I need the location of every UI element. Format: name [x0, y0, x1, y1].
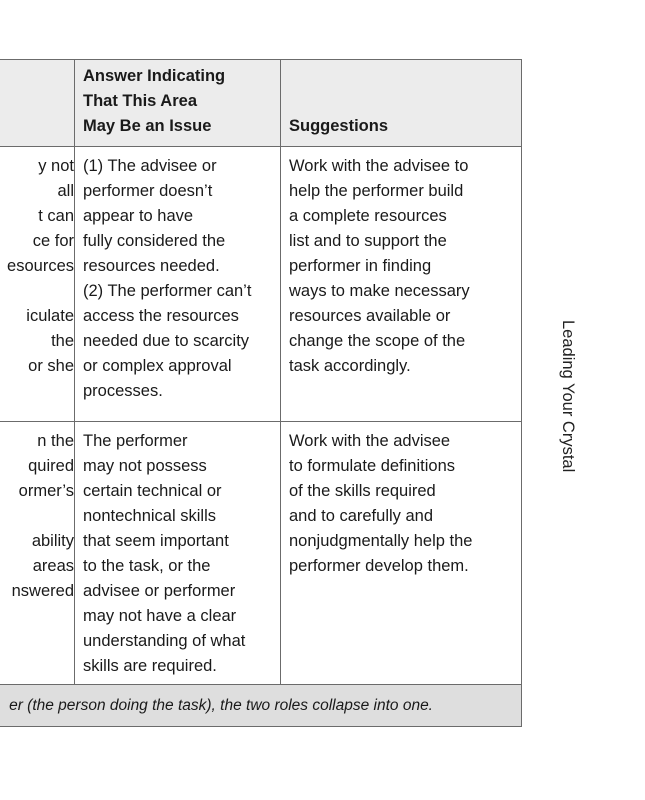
- row2-answer: The performer may not possess certain technical or nontechnical skills that seem important to the task, or the advisee or performer may not have a clear understanding of what skills are required.: [75, 422, 281, 685]
- table-footnote-row: [0, 685, 522, 727]
- footnote-text: er (the person doing the task), the two roles collapse into one.: [9, 697, 433, 714]
- running-head-text: Leading Your Crystal: [559, 320, 577, 473]
- table-row: [0, 147, 522, 422]
- row2-col1: n the quired ormer’s ability areas nswered: [0, 422, 75, 685]
- running-head: [553, 320, 577, 485]
- header-col1: [0, 60, 75, 147]
- row1-answer: (1) The advisee or performer doesn’t appear to have fully considered the resources needed. (2) The performer can’t access the resources needed due to scarcity or complex approval processes.: [75, 147, 281, 422]
- header-line: That This Area: [83, 92, 197, 110]
- row1-col1: y not all t can ce for esources iculate the or she: [0, 147, 75, 422]
- header-answer-indicating: [75, 60, 281, 147]
- header-suggestions: Suggestions: [281, 60, 522, 147]
- row2-suggestion: Work with the advisee to formulate definitions of the skills required and to carefully and nonjudgmentally help the performer develop them.: [281, 422, 522, 685]
- table-header-row: [0, 60, 522, 147]
- header-line: Answer Indicating: [83, 67, 226, 85]
- issues-table: [0, 59, 522, 727]
- coaching-table: [0, 59, 521, 739]
- table-footnote: [0, 685, 522, 727]
- table-row: [0, 422, 522, 685]
- header-line: May Be an Issue: [83, 117, 212, 135]
- row1-suggestion: Work with the advisee to help the performer build a complete resources list and to support the performer in finding ways to make necessary resources available or change the scope of the task accordingly.: [281, 147, 522, 422]
